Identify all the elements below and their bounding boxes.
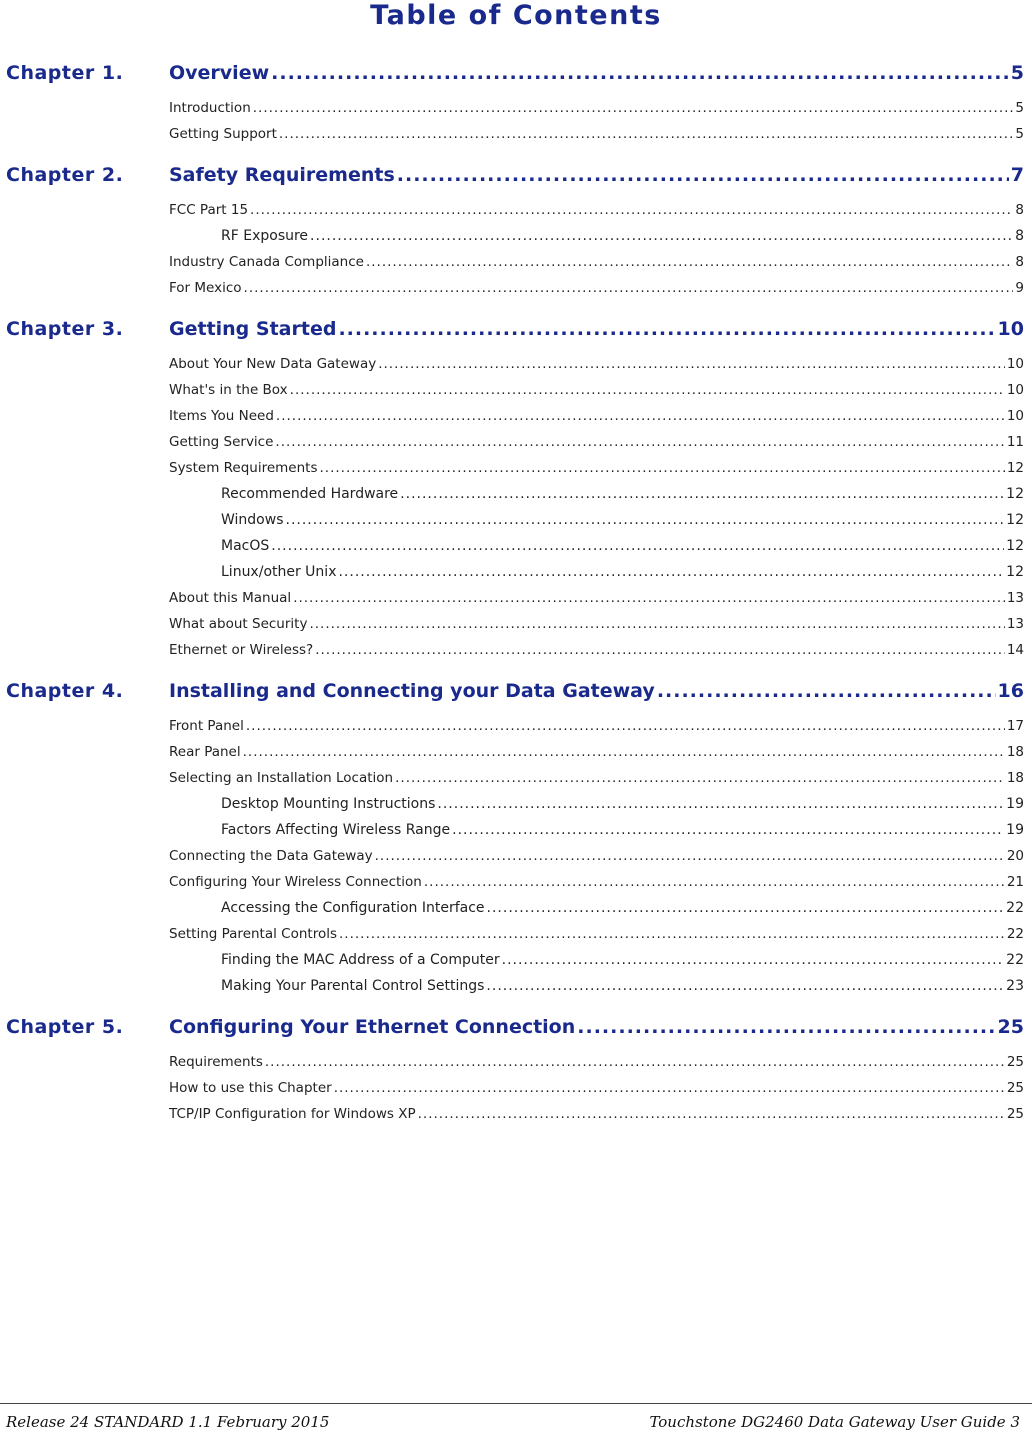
entry-page: 11: [1006, 434, 1024, 450]
entry-label: Recommended Hardware: [221, 486, 399, 502]
dot-leader: [315, 642, 1005, 658]
entry-label: Linux/other Unix: [221, 564, 337, 580]
dot-leader: [452, 822, 1004, 838]
toc-section[interactable]: [169, 434, 1024, 460]
entry-page: 19: [1006, 796, 1024, 812]
entry-label: Introduction: [169, 100, 251, 116]
dot-leader: [290, 382, 1005, 398]
chapter-heading[interactable]: [6, 680, 1024, 712]
entry-label: Front Panel: [169, 718, 244, 734]
dot-leader: [486, 978, 1004, 994]
entry-label: Accessing the Configuration Interface: [221, 900, 485, 916]
toc-subsection[interactable]: [221, 538, 1024, 564]
chapter-spacer: [6, 306, 1024, 318]
dot-leader: [502, 952, 1005, 968]
footer-guide-title: Touchstone DG2460 Data Gateway User Guide 3: [649, 1413, 1020, 1431]
entry-page: 10: [1006, 408, 1024, 424]
dot-leader: [334, 1080, 1005, 1096]
dot-leader: [375, 848, 1005, 864]
toc-subsection[interactable]: [221, 900, 1024, 926]
dot-leader: [246, 718, 1005, 734]
page-title: Table of Contents: [370, 0, 662, 31]
chapter-title: Configuring Your Ethernet Connection: [169, 1016, 576, 1038]
chapter-title: Getting Started: [169, 318, 337, 340]
entry-label: Getting Service: [169, 434, 274, 450]
toc-section[interactable]: [169, 254, 1024, 280]
chapter-link[interactable]: [169, 1016, 1024, 1038]
entry-page: 12: [1006, 538, 1024, 554]
entry-page: 22: [1006, 952, 1024, 968]
toc-section[interactable]: [169, 718, 1024, 744]
chapter-heading[interactable]: [6, 62, 1024, 94]
toc-section[interactable]: [169, 1106, 1024, 1132]
footer-divider: [0, 1403, 1032, 1404]
dot-leader: [265, 1054, 1005, 1070]
dot-leader: [657, 680, 996, 702]
dot-leader: [250, 202, 1013, 218]
entry-label: About this Manual: [169, 590, 292, 606]
toc-subsection[interactable]: [221, 978, 1024, 1004]
toc-section[interactable]: [169, 848, 1024, 874]
dot-leader: [275, 434, 1004, 450]
entry-page: 25: [1006, 1054, 1024, 1070]
entry-label: System Requirements: [169, 460, 318, 476]
toc-subsection[interactable]: [221, 564, 1024, 590]
entry-page: 5: [1015, 100, 1024, 116]
chapter-heading[interactable]: [6, 164, 1024, 196]
chapter-page: 10: [997, 318, 1024, 340]
entry-page: 10: [1006, 356, 1024, 372]
entry-page: 12: [1006, 512, 1024, 528]
toc-subsection[interactable]: [221, 822, 1024, 848]
dot-leader: [310, 228, 1013, 244]
toc-section[interactable]: [169, 408, 1024, 434]
dot-leader: [293, 590, 1005, 606]
chapter-page: 16: [997, 680, 1024, 702]
chapter-number: Chapter 2.: [6, 164, 124, 186]
toc-section[interactable]: [169, 280, 1024, 306]
entry-page: 12: [1006, 564, 1024, 580]
entry-page: 13: [1006, 590, 1024, 606]
dot-leader: [577, 1016, 995, 1038]
entry-page: 23: [1006, 978, 1024, 994]
dot-leader: [271, 538, 1004, 554]
toc-section[interactable]: [169, 642, 1024, 668]
chapter-spacer: [6, 152, 1024, 164]
entry-label: Desktop Mounting Instructions: [221, 796, 436, 812]
dot-leader: [271, 62, 1009, 84]
dot-leader: [253, 100, 1014, 116]
entry-page: 9: [1015, 280, 1024, 296]
entry-label: Factors Affecting Wireless Range: [221, 822, 451, 838]
toc-section[interactable]: [169, 616, 1024, 642]
dot-leader: [276, 408, 1005, 424]
toc-subsection[interactable]: [221, 952, 1024, 978]
entry-page: 12: [1006, 486, 1024, 502]
toc-section[interactable]: [169, 126, 1024, 152]
toc-section[interactable]: [169, 744, 1024, 770]
toc-section[interactable]: [169, 356, 1024, 382]
dot-leader: [395, 770, 1005, 786]
chapter-spacer: [6, 668, 1024, 680]
entry-label: Ethernet or Wireless?: [169, 642, 314, 658]
toc-section[interactable]: [169, 874, 1024, 900]
footer-release: Release 24 STANDARD 1.1 February 2015: [6, 1413, 330, 1431]
entry-page: 25: [1006, 1080, 1024, 1096]
toc-section[interactable]: [169, 202, 1024, 228]
entry-label: RF Exposure: [221, 228, 309, 244]
chapter-title: Safety Requirements: [169, 164, 395, 186]
chapter-number: Chapter 4.: [6, 680, 124, 702]
entry-page: 25: [1006, 1106, 1024, 1122]
entry-label: For Mexico: [169, 280, 242, 296]
dot-leader: [338, 564, 1004, 580]
entry-label: Requirements: [169, 1054, 263, 1070]
entry-label: FCC Part 15: [169, 202, 249, 218]
entry-label: What's in the Box: [169, 382, 288, 398]
chapter-heading[interactable]: [6, 1016, 1024, 1048]
chapter-number: Chapter 5.: [6, 1016, 124, 1038]
dot-leader: [366, 254, 1013, 270]
table-of-contents: [6, 62, 1024, 1132]
chapter-link[interactable]: [169, 62, 1024, 84]
toc-subsection[interactable]: [221, 486, 1024, 512]
entry-label: Configuring Your Wireless Connection: [169, 874, 422, 890]
chapter-spacer: [6, 1004, 1024, 1016]
entry-page: 8: [1015, 228, 1024, 244]
dot-leader: [400, 486, 1004, 502]
dot-leader: [286, 512, 1005, 528]
toc-section[interactable]: [169, 770, 1024, 796]
entry-label: Setting Parental Controls: [169, 926, 337, 942]
entry-page: 18: [1006, 744, 1024, 760]
toc-section[interactable]: [169, 100, 1024, 126]
entry-label: Making Your Parental Control Settings: [221, 978, 485, 994]
dot-leader: [487, 900, 1005, 916]
dot-leader: [397, 164, 1009, 186]
entry-page: 8: [1015, 202, 1024, 218]
chapter-heading[interactable]: [6, 318, 1024, 350]
dot-leader: [424, 874, 1005, 890]
entry-page: 14: [1006, 642, 1024, 658]
dot-leader: [418, 1106, 1005, 1122]
entry-label: Windows: [221, 512, 284, 528]
entry-label: Industry Canada Compliance: [169, 254, 364, 270]
toc-subsection[interactable]: [221, 512, 1024, 538]
chapter-page: 7: [1010, 164, 1024, 186]
chapter-title: Overview: [169, 62, 270, 84]
dot-leader: [244, 280, 1014, 296]
entry-label: Selecting an Installation Location: [169, 770, 394, 786]
entry-page: 18: [1006, 770, 1024, 786]
entry-page: 17: [1006, 718, 1024, 734]
toc-section[interactable]: [169, 1054, 1024, 1080]
entry-page: 19: [1006, 822, 1024, 838]
chapter-page: 25: [997, 1016, 1024, 1038]
toc-section[interactable]: [169, 926, 1024, 952]
entry-label: How to use this Chapter: [169, 1080, 332, 1096]
chapter-link[interactable]: [169, 164, 1024, 186]
dot-leader: [339, 926, 1005, 942]
entry-label: What about Security: [169, 616, 308, 632]
dot-leader: [279, 126, 1014, 142]
toc-section[interactable]: [169, 460, 1024, 486]
entry-page: 12: [1006, 460, 1024, 476]
entry-page: 21: [1006, 874, 1024, 890]
chapter-number: Chapter 3.: [6, 318, 124, 340]
chapter-page: 5: [1010, 62, 1024, 84]
chapter-link[interactable]: [169, 680, 1024, 702]
entry-label: Connecting the Data Gateway: [169, 848, 373, 864]
entry-page: 5: [1015, 126, 1024, 142]
chapter-number: Chapter 1.: [6, 62, 124, 84]
toc-subsection[interactable]: [221, 228, 1024, 254]
dot-leader: [338, 318, 995, 340]
entry-page: 10: [1006, 382, 1024, 398]
entry-page: 20: [1006, 848, 1024, 864]
dot-leader: [243, 744, 1005, 760]
entry-label: Rear Panel: [169, 744, 241, 760]
entry-label: Items You Need: [169, 408, 274, 424]
dot-leader: [378, 356, 1005, 372]
toc-subsection[interactable]: [221, 796, 1024, 822]
entry-label: Finding the MAC Address of a Computer: [221, 952, 500, 968]
entry-page: 22: [1006, 900, 1024, 916]
entry-label: TCP/IP Configuration for Windows XP: [169, 1106, 416, 1122]
entry-page: 22: [1006, 926, 1024, 942]
entry-label: About Your New Data Gateway: [169, 356, 377, 372]
dot-leader: [320, 460, 1005, 476]
toc-section[interactable]: [169, 1080, 1024, 1106]
dot-leader: [437, 796, 1004, 812]
toc-section[interactable]: [169, 590, 1024, 616]
toc-section[interactable]: [169, 382, 1024, 408]
chapter-link[interactable]: [169, 318, 1024, 340]
chapter-title: Installing and Connecting your Data Gateway: [169, 680, 655, 702]
entry-page: 8: [1015, 254, 1024, 270]
entry-label: Getting Support: [169, 126, 277, 142]
entry-page: 13: [1006, 616, 1024, 632]
entry-label: MacOS: [221, 538, 270, 554]
dot-leader: [309, 616, 1004, 632]
